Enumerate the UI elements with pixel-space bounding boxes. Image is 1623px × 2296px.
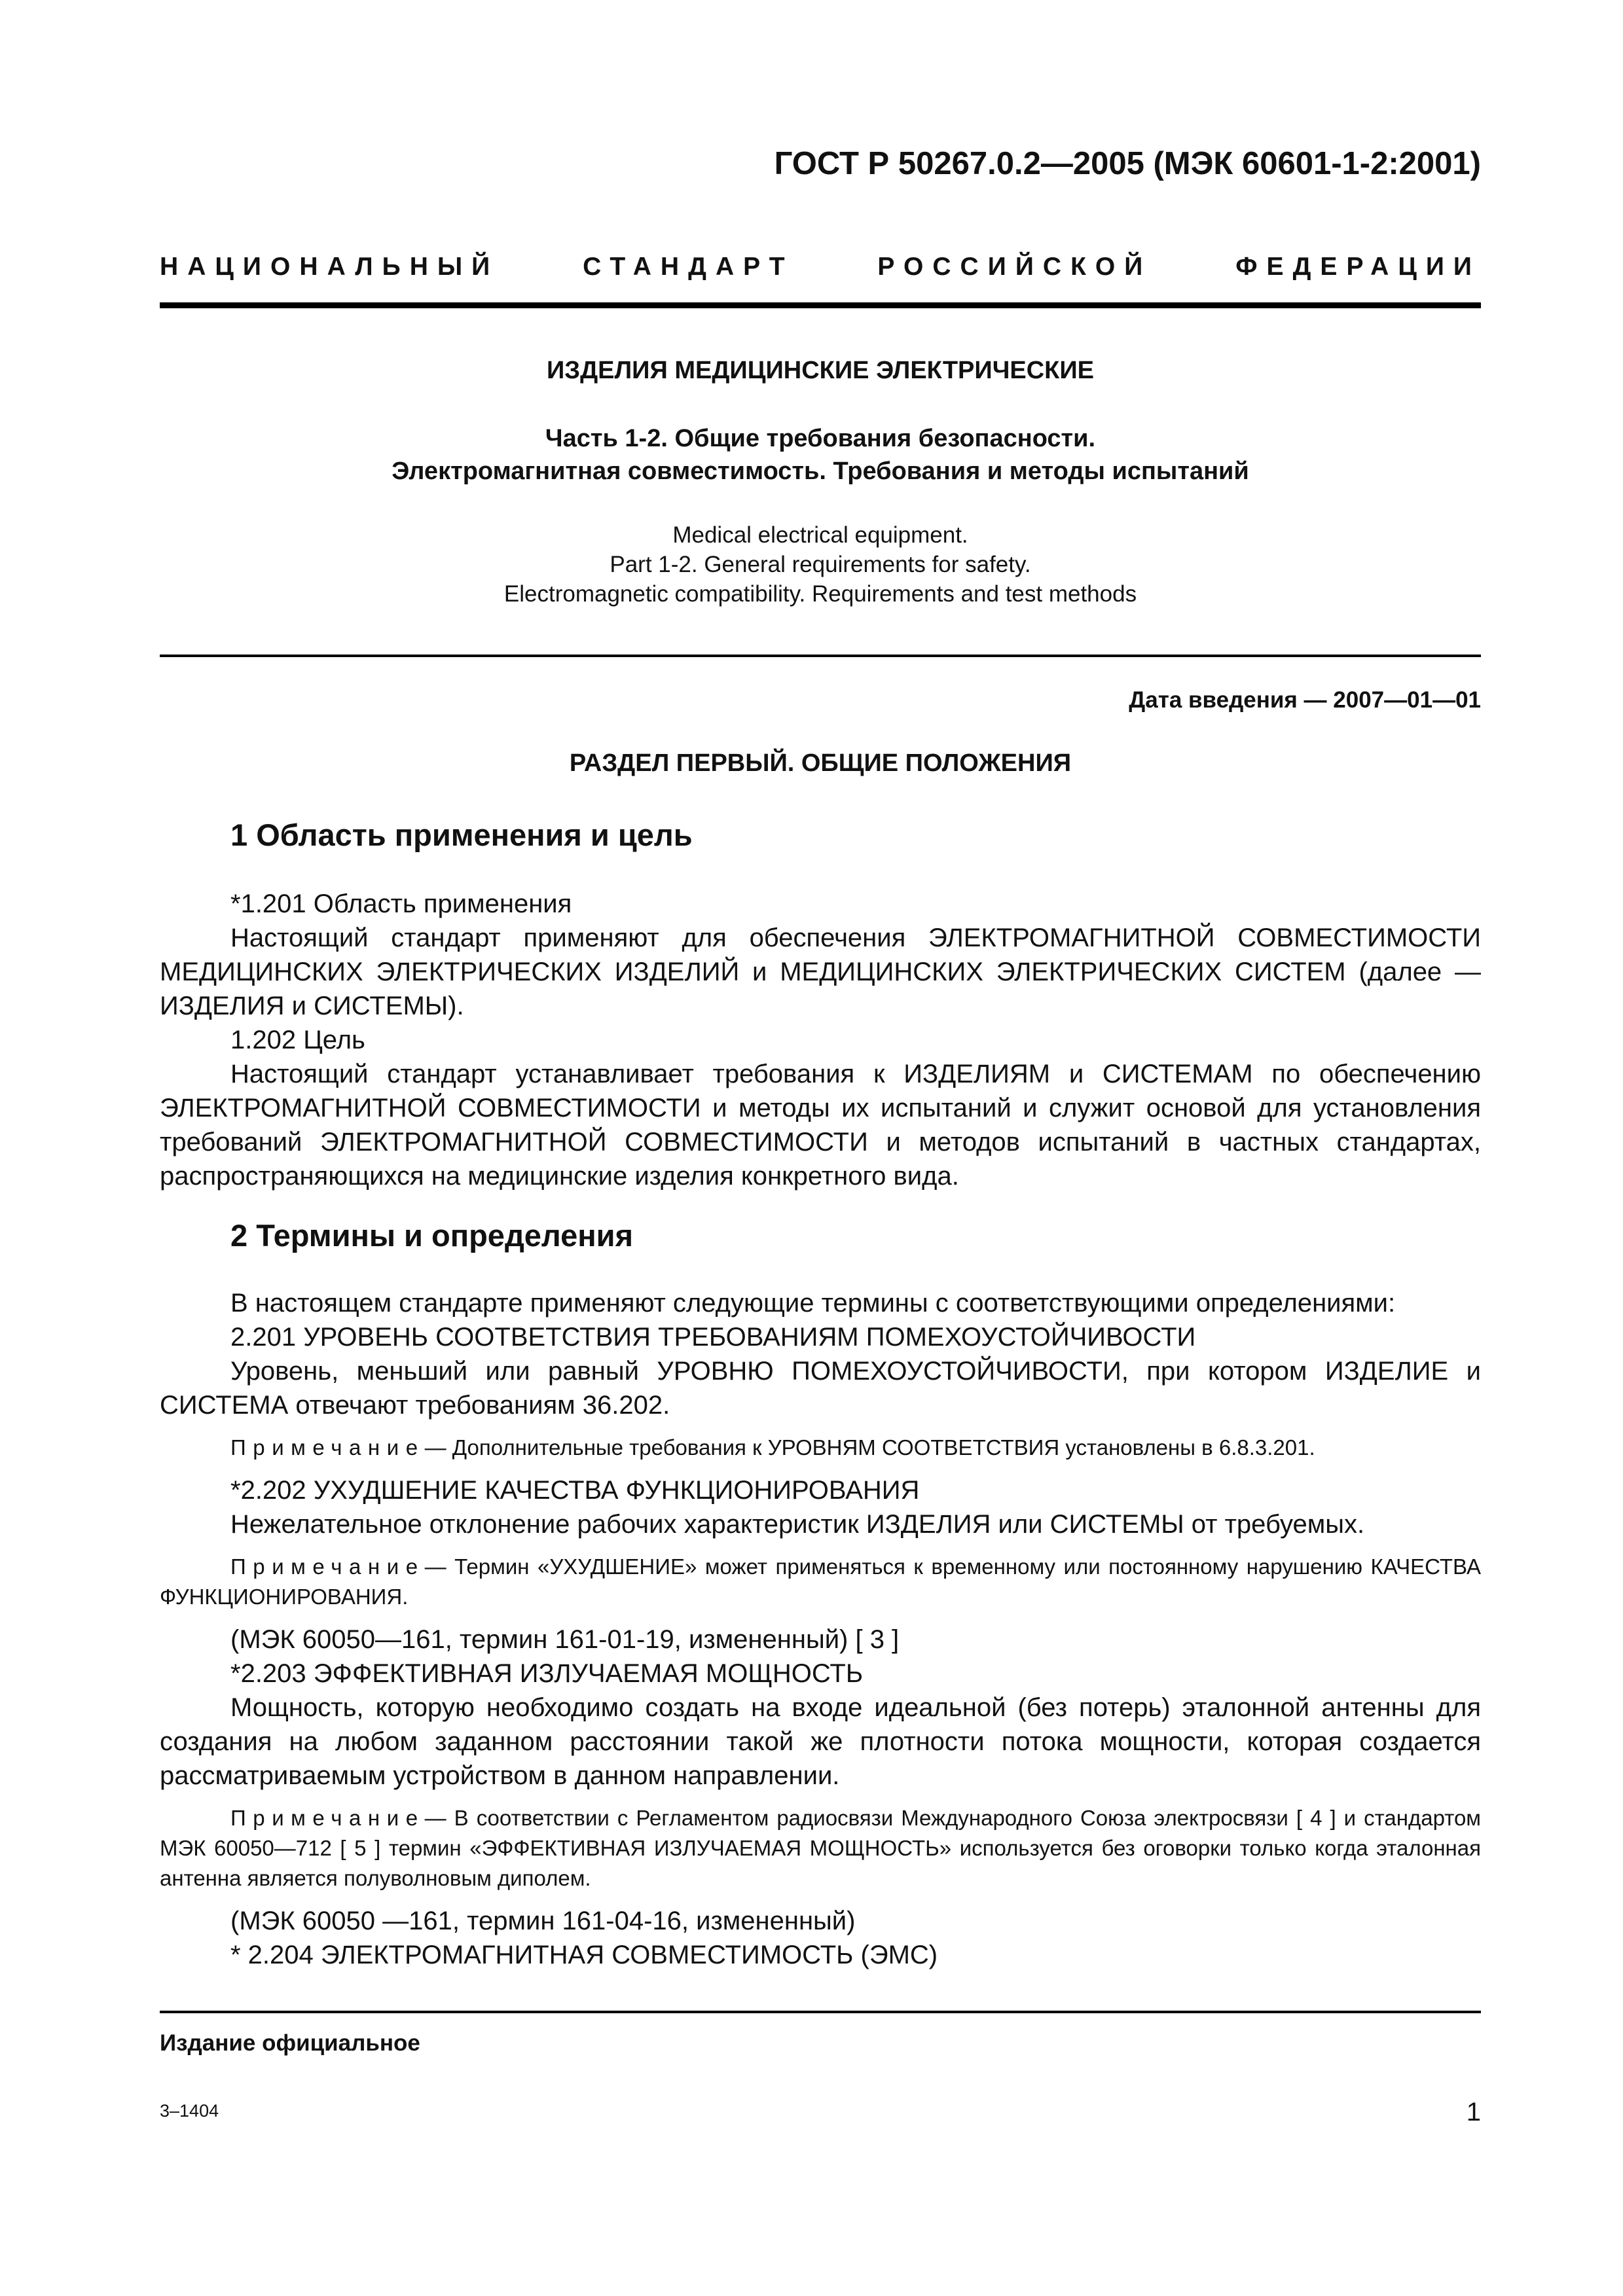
title-part bbox=[160, 422, 1481, 488]
term-2-202-title: *2.202 УХУДШЕНИЕ КАЧЕСТВА ФУНКЦИОНИРОВАНИЯ bbox=[230, 1476, 920, 1505]
clause-1-heading: 1 Область применения и цель bbox=[230, 817, 693, 852]
clause-1-201-text: Настоящий стандарт применяют для обеспечения ЭЛЕКТРОМАГНИТНОЙ СОВМЕСТИМОСТИ МЕДИЦИНСКИХ ЭЛЕКТРИЧЕСКИХ ИЗДЕЛИЙ и МЕДИЦИНСКИХ ЭЛЕКТРИЧЕСКИХ СИСТЕМ (далее — ИЗДЕЛИЯ и СИСТЕМЫ). bbox=[160, 924, 1481, 1020]
note-2-text: — Термин «УХУДШЕНИЕ» может применяться к временному или постоянному нарушению КАЧЕСТВА ФУНКЦИОНИРОВАНИЯ. bbox=[160, 1554, 1481, 1609]
clause-1-202-title: 1.202 Цель bbox=[230, 1026, 365, 1054]
note-1-label: Примечание bbox=[230, 1435, 425, 1460]
title-english bbox=[160, 520, 1481, 609]
clause-2-body bbox=[160, 1286, 1481, 1972]
note-2 bbox=[160, 1552, 1481, 1612]
term-2-201-title: 2.201 УРОВЕНЬ СООТВЕТСТВИЯ ТРЕБОВАНИЯМ ПОМЕХОУСТОЙЧИВОСТИ bbox=[230, 1323, 1196, 1352]
title-part-line-1: Часть 1-2. Общие требования безопасности. bbox=[545, 425, 1096, 452]
term-2-204-title: * 2.204 ЭЛЕКТРОМАГНИТНАЯ СОВМЕСТИМОСТЬ (ЭМС) bbox=[230, 1941, 938, 1969]
title-part-line-2: Электромагнитная совместимость. Требования и методы испытаний bbox=[392, 457, 1249, 485]
footer-rule bbox=[160, 2011, 1481, 2013]
note-1-text: — Дополнительные требования к УРОВНЯМ СООТВЕТСТВИЯ установлены в 6.8.3.201. bbox=[424, 1435, 1315, 1460]
term-2-202-source: (МЭК 60050—161, термин 161-01-19, измененный) [ 3 ] bbox=[230, 1625, 900, 1654]
clause-2-intro: В настоящем стандарте применяют следующие термины с соответствующими определениями: bbox=[230, 1289, 1396, 1318]
clause-2-heading: 2 Термины и определения bbox=[230, 1218, 633, 1253]
document-title: ИЗДЕЛИЯ МЕДИЦИНСКИЕ ЭЛЕКТРИЧЕСКИЕ bbox=[546, 357, 1095, 384]
title-english-line-2: Part 1-2. General requirements for safety. bbox=[610, 552, 1031, 577]
header-rule bbox=[160, 302, 1481, 308]
term-2-202-definition: Нежелательное отклонение рабочих характеристик ИЗДЕЛИЯ или СИСТЕМЫ от требуемых. bbox=[230, 1510, 1365, 1539]
official-edition: Издание официальное bbox=[160, 2030, 420, 2056]
clause-1-body bbox=[160, 887, 1481, 1193]
page-number: 1 bbox=[1466, 2098, 1481, 2126]
order-number: 3–1404 bbox=[160, 2101, 219, 2121]
term-2-201-definition: Уровень, меньший или равный УРОВНЮ ПОМЕХОУСТОЙЧИВОСТИ, при котором ИЗДЕЛИЕ и СИСТЕМА отвечают требованиям 36.202. bbox=[160, 1357, 1481, 1420]
title-rule bbox=[160, 655, 1481, 657]
title-english-line-1: Medical electrical equipment. bbox=[672, 522, 968, 548]
note-3-label: Примечание bbox=[230, 1806, 425, 1830]
introduction-date: Дата введения — 2007—01—01 bbox=[1129, 687, 1481, 713]
clause-1-202-text: Настоящий стандарт устанавливает требования к ИЗДЕЛИЯМ и СИСТЕМАМ по обеспечению ЭЛЕКТРОМАГНИТНОЙ СОВМЕСТИМОСТИ и методы их испытаний и служит основой для установления требований ЭЛЕКТРОМАГНИТНОЙ СОВМЕСТИМОСТИ и методов испытаний в частных стандартах, распространяющихся на медицинские изделия конкретного вида. bbox=[160, 1060, 1481, 1191]
clause-1-201-title: *1.201 Область применения bbox=[230, 889, 572, 918]
note-2-label: Примечание bbox=[230, 1554, 425, 1579]
term-2-203-source: (МЭК 60050 —161, термин 161-04-16, измененный) bbox=[230, 1907, 856, 1935]
term-2-203-definition: Мощность, которую необходимо создать на входе идеальной (без потерь) эталонной антенны для создания на любом заданном расстоянии такой же плотности потока мощности, которая создается рассматриваемым устройством в данном направлении. bbox=[160, 1693, 1481, 1790]
section-title: РАЗДЕЛ ПЕРВЫЙ. ОБЩИЕ ПОЛОЖЕНИЯ bbox=[569, 749, 1072, 777]
term-2-203-title: *2.203 ЭФФЕКТИВНАЯ ИЗЛУЧАЕМАЯ МОЩНОСТЬ bbox=[230, 1659, 864, 1688]
note-1 bbox=[160, 1433, 1481, 1463]
standard-designation: ГОСТ Р 50267.0.2—2005 (МЭК 60601-1-2:2001) bbox=[774, 146, 1481, 181]
title-english-line-3: Electromagnetic compatibility. Requirements and test methods bbox=[503, 581, 1137, 607]
note-3 bbox=[160, 1803, 1481, 1893]
note-3-text: — В соответствии с Регламентом радиосвязи Международного Союза электросвязи [ 4 ] и стандартом МЭК 60050—712 [ 5 ] термин «ЭФФЕКТИВНАЯ ИЗЛУЧАЕМАЯ МОЩНОСТЬ» используется без оговорки только когда эталонная антенна является полуволновым диполем. bbox=[160, 1806, 1481, 1890]
national-standard-banner: НАЦИОНАЛЬНЫЙ СТАНДАРТ РОССИЙСКОЙ ФЕДЕРАЦИИ bbox=[160, 253, 1481, 281]
